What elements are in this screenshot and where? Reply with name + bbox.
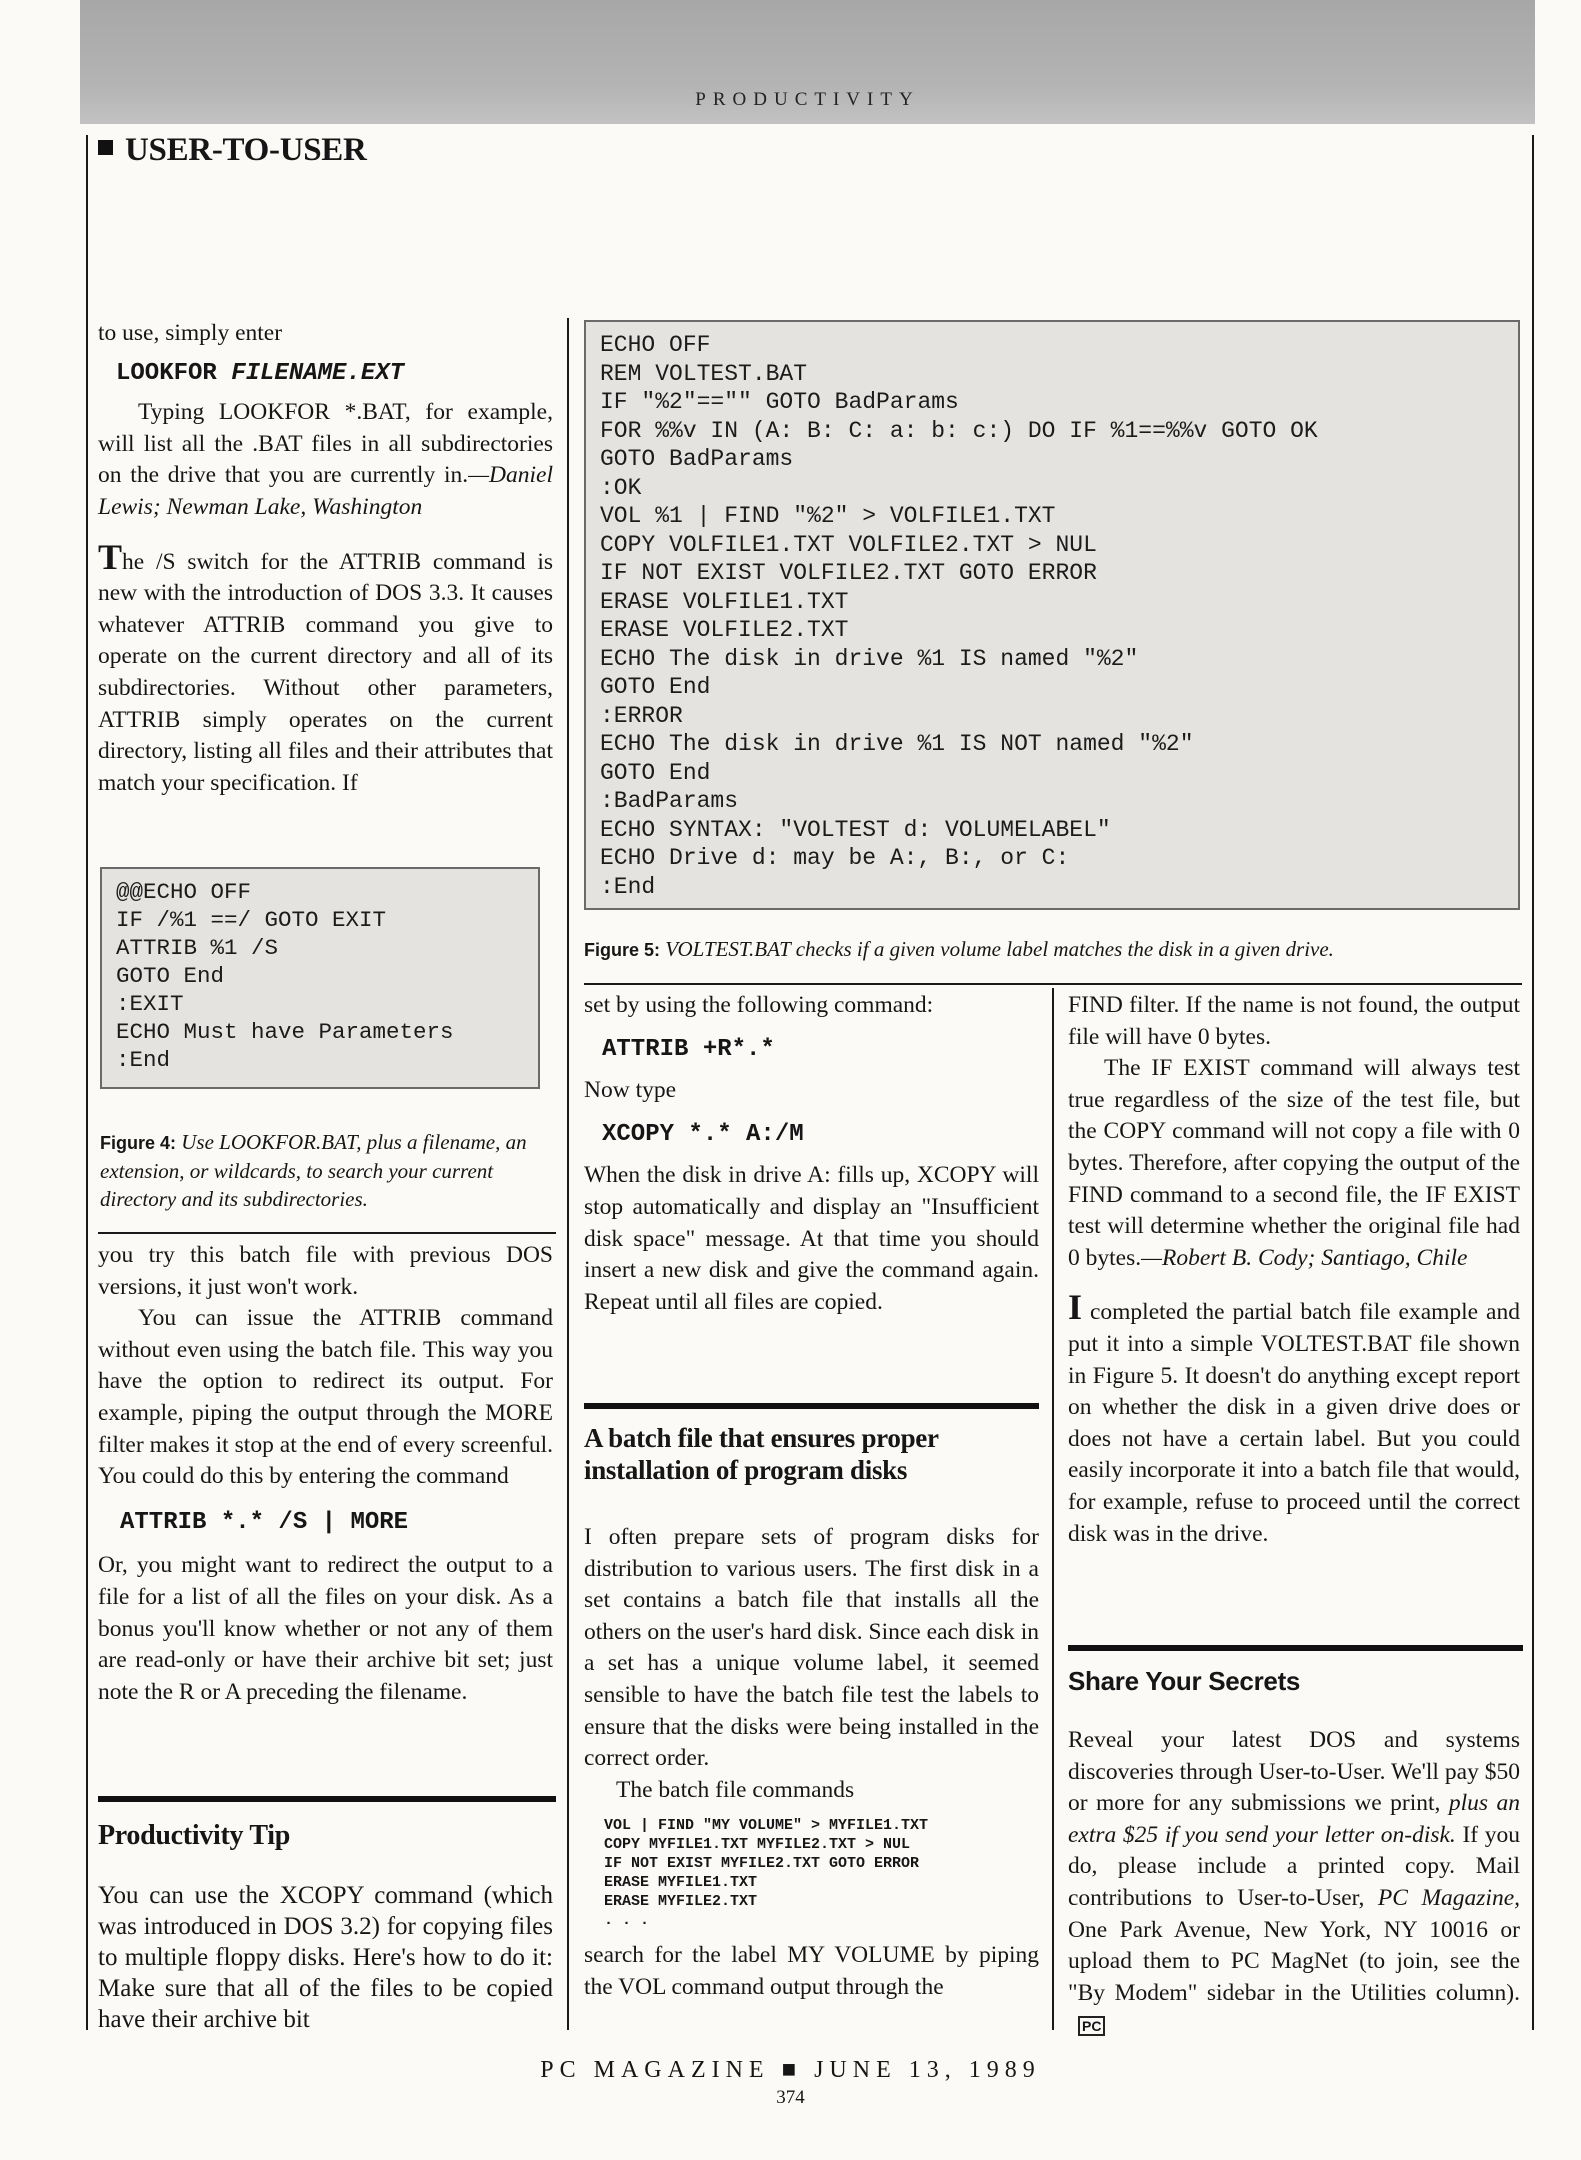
- emphasis-text: plus an extra $25 if you send your letter on-disk.: [1068, 1790, 1520, 1848]
- paragraph: you try this batch file with previous DOS versions, it just won't work.: [98, 1242, 553, 1300]
- column-2: [584, 990, 1039, 1318]
- code-command: XCOPY *.* A:/M: [602, 1120, 804, 1148]
- figure4-bottom-rule: [98, 1232, 556, 1234]
- code-line: ECHO The disk in drive %1 IS NOT named "%2": [600, 731, 1194, 757]
- column-1-lower: [98, 1240, 553, 1708]
- tip-heading: Productivity Tip: [98, 1820, 291, 1851]
- code-line: ERASE VOLFILE2.TXT: [600, 617, 849, 643]
- paragraph: The batch file commands: [616, 1776, 855, 1803]
- code-line: VOL %1 | FIND "%2" > VOLFILE1.TXT: [600, 503, 1056, 529]
- code-command-arg: FILENAME.EXT: [231, 359, 405, 387]
- tip-body: [98, 1880, 553, 2035]
- paragraph: I often prepare sets of program disks for distribution to various users. The first disk in a set contains a batch file that installs all the others on the user's hard disk. Since each disk in a set has a unique volume label, it seemed sensible to have the batch file test the labels to ensure that the disks were being installed in the correct order.: [584, 1524, 1039, 1772]
- paragraph: set by using the following command:: [584, 992, 934, 1018]
- tip-top-rule: [98, 1796, 556, 1802]
- header-band: [80, 0, 1535, 124]
- caption-text: Use LOOKFOR.BAT, plus a filename, an extension, or wildcards, to search your current directory and its subdirectories.: [100, 1130, 527, 1211]
- left-page-rule: [86, 135, 88, 2030]
- paragraph-text: Typing LOOKFOR *.BAT, for example, will list all the .BAT files in all subdirectories on the drive that you are currently in.: [98, 399, 553, 489]
- share-heading: Share Your Secrets: [1068, 1666, 1301, 1696]
- caption-text: VOLTEST.BAT checks if a given volume label matches the disk in a given drive.: [665, 937, 1334, 961]
- paragraph: The /S switch for the ATTRIB command is new with the introduction of DOS 3.3. It causes whatever ATTRIB command you give to operate on the current directory and all of its subdirectories. Without other parameters, ATTRIB simply operates on the current directory, listing all files and their attributes that match your specification. If: [98, 536, 553, 796]
- code-command: ATTRIB *.* /S | MORE: [120, 1508, 409, 1536]
- paragraph-text: The IF EXIST command will always test true regardless of the size of the test file, but the COPY command will not copy a file with 0 bytes. Therefore, after copying the output of the FIND command to a second file, the IF EXIST test will determine whether the original file had 0 bytes.: [1068, 1055, 1520, 1271]
- code-line: GOTO End: [600, 674, 711, 700]
- code-line: ECHO OFF: [600, 332, 711, 358]
- code-line: VOL | FIND "MY VOLUME" > MYFILE1.TXT: [604, 1817, 929, 1835]
- paragraph: Now type: [584, 1077, 677, 1104]
- code-listing: [604, 1816, 1039, 1930]
- paragraph: I completed the partial batch file example and put it into a simple VOLTEST.BAT file shown in Figure 5. It doesn't do anything except report on whether the disk in a given drive does or does not have a certain label. But you could easily incorporate it into a batch file that would, for example, refuse to proceed until the correct disk was in the drive.: [1068, 1287, 1520, 1547]
- pc-end-mark-icon: PC: [1078, 2016, 1105, 2036]
- right-page-rule: [1532, 135, 1534, 2030]
- share-body: [1068, 1725, 1520, 2041]
- paragraph: search for the label MY VOLUME by piping the VOL command output through the: [584, 1942, 1039, 2000]
- code-line: :End: [116, 1047, 171, 1073]
- author-signature: —Daniel Lewis; Newman Lake, Washington: [98, 462, 553, 520]
- figure5-bottom-rule: [584, 983, 1522, 985]
- figure5-caption: [584, 935, 1520, 964]
- code-line: COPY MYFILE1.TXT MYFILE2.TXT > NUL: [604, 1836, 911, 1854]
- footer-magazine: PC MAGAZINE ■ JUNE 13, 1989: [540, 2057, 1041, 2083]
- paragraph: to use, simply enter: [98, 320, 283, 346]
- code-line: ECHO The disk in drive %1 IS named "%2": [600, 645, 1139, 672]
- paragraph-text: One Park Avenue, New York, NY 10016 or upload them to PC MagNet (to join, see the "By Modem" sidebar in the Utilities column).: [1068, 1916, 1520, 2006]
- paragraph: [1068, 1725, 1520, 2041]
- subhead-top-rule: [584, 1403, 1039, 1409]
- paragraph: Or, you might want to redirect the output to a file for a list of all the files on your disk. As a bonus you'll know whether or not any of them are read-only or have their archive bit set; just note the R or A preceding the filename.: [98, 1552, 553, 1705]
- paragraph: You can issue the ATTRIB command without even using the batch file. This way you have the option to redirect its output. For example, piping the output through the MORE filter makes it stop at the end of every screenful. You could do this by entering the command: [98, 1305, 553, 1490]
- code-line: GOTO End: [116, 963, 225, 989]
- code-line: :End: [600, 873, 656, 900]
- share-top-rule: [1068, 1645, 1523, 1651]
- figure4-code: [100, 867, 540, 1089]
- code-command-text: LOOKFOR: [116, 359, 232, 387]
- code-line: :ERROR: [600, 702, 683, 729]
- paragraph: FIND filter. If the name is not found, the output file will have 0 bytes.: [1068, 992, 1520, 1050]
- author-signature: —Robert B. Cody; Santiago, Chile: [1141, 1244, 1468, 1271]
- code-line: ECHO SYNTAX: "VOLTEST d: VOLUMELABEL": [600, 816, 1111, 843]
- code-line: . . .: [604, 1912, 650, 1930]
- code-line: :EXIT: [116, 991, 184, 1017]
- code-line: ECHO Must have Parameters: [116, 1019, 454, 1045]
- code-line: GOTO BadParams: [600, 446, 794, 472]
- code-line: :OK: [600, 474, 642, 501]
- code-line: :BadParams: [600, 788, 739, 814]
- paragraph: You can use the XCOPY command (which was introduced in DOS 3.2) for copying files to multiple floppy disks. Here's how to do it: Make sure that all of the files to be copied have their archive bit: [98, 1882, 553, 2033]
- code-line: ERASE MYFILE1.TXT: [604, 1874, 758, 1892]
- magazine-name: PC Magazine,: [1377, 1884, 1520, 1911]
- code-line: REM VOLTEST.BAT: [600, 360, 808, 387]
- figure-label: Figure 5:: [584, 940, 661, 960]
- code-line: IF NOT EXIST MYFILE2.TXT GOTO ERROR: [604, 1855, 920, 1873]
- code-command: [116, 358, 553, 390]
- column-1: [98, 318, 553, 799]
- paragraph: When the disk in drive A: fills up, XCOPY will stop automatically and display an "Insufficient disk space" message. At that time you should insert a new disk and give the command again. Repeat until all files are copied.: [584, 1162, 1039, 1315]
- column-3: [1068, 990, 1520, 1550]
- paragraph-text: If you do, please include a printed copy. Mail contributions to User-to-User,: [1068, 1821, 1520, 1911]
- subhead: A batch file that ensures proper installation of program disks: [584, 1423, 939, 1485]
- paragraph: [1068, 1053, 1520, 1274]
- page-number: 374: [776, 2087, 805, 2108]
- column-rule-1: [567, 318, 569, 2030]
- code-line: @@ECHO OFF: [116, 879, 252, 905]
- section-title-text: USER-TO-USER: [125, 132, 367, 168]
- figure-label: Figure 4:: [100, 1133, 177, 1153]
- column-2-lower: [584, 1522, 1039, 2004]
- code-line: ECHO Drive d: may be A:, B:, or C:: [600, 845, 1070, 871]
- code-line: COPY VOLFILE1.TXT VOLFILE2.TXT > NUL: [600, 531, 1097, 558]
- code-line: ERASE MYFILE2.TXT: [604, 1893, 758, 1911]
- code-line: ERASE VOLFILE1.TXT: [600, 588, 849, 615]
- section-title: [98, 132, 367, 169]
- figure5-code: [584, 320, 1520, 910]
- code-line: IF /%1 ==/ GOTO EXIT: [116, 907, 387, 933]
- code-line: IF "%2"=="" GOTO BadParams: [600, 389, 959, 415]
- code-line: IF NOT EXIST VOLFILE2.TXT GOTO ERROR: [600, 560, 1097, 586]
- code-command: ATTRIB +R*.*: [602, 1035, 775, 1063]
- bullet-square-icon: [98, 140, 113, 155]
- code-line: FOR %%v IN (A: B: C: a: b: c:) DO IF %1==%%v GOTO OK: [600, 417, 1318, 444]
- column-rule-2: [1052, 988, 1054, 2030]
- code-line: ATTRIB %1 /S: [116, 935, 279, 961]
- section-kicker: PRODUCTIVITY: [695, 89, 920, 110]
- paragraph-text: Reveal your latest DOS and systems discoveries through User-to-User. We'll pay $50 or more for any submissions we print,: [1068, 1727, 1520, 1817]
- figure4-caption: [100, 1128, 555, 1213]
- paragraph: [98, 397, 553, 523]
- code-line: GOTO End: [600, 759, 711, 786]
